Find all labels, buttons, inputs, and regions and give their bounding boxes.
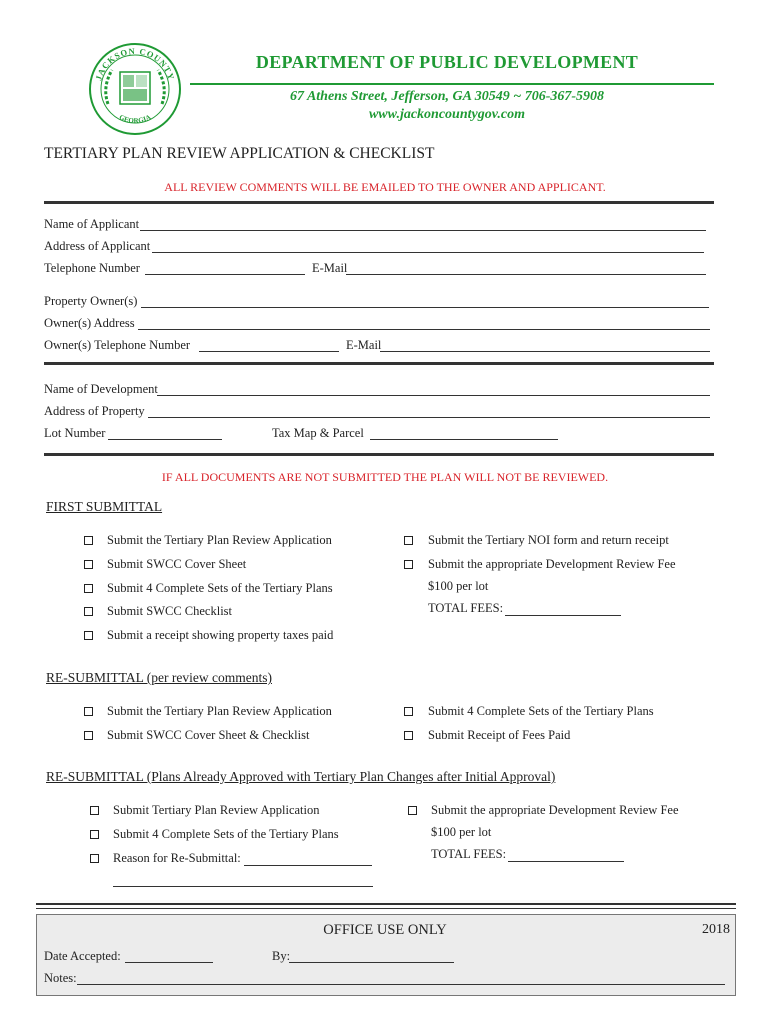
office-divider xyxy=(36,903,736,905)
office-divider xyxy=(36,908,736,909)
checkbox[interactable] xyxy=(404,707,413,716)
checkbox[interactable] xyxy=(404,560,413,569)
fee-rate: $100 per lot xyxy=(428,579,489,593)
owner-phone-field[interactable] xyxy=(199,338,339,352)
checklist-item: Submit Tertiary Plan Review Application xyxy=(113,803,320,817)
svg-text:GEORGIA: GEORGIA xyxy=(117,113,153,125)
checklist-item: Submit SWCC Cover Sheet & Checklist xyxy=(107,728,310,742)
date-accepted-label: Date Accepted: xyxy=(44,949,121,963)
resubmittal-approved-heading: RE-SUBMITTAL (Plans Already Approved with Tertiary Plan Changes after Initial Approval) xyxy=(46,769,556,784)
checklist-item: Submit 4 Complete Sets of the Tertiary Plans xyxy=(107,581,333,595)
property-address-field[interactable] xyxy=(148,404,710,418)
lot-number-field[interactable] xyxy=(108,426,222,440)
checkbox[interactable] xyxy=(84,584,93,593)
applicant-address-field[interactable] xyxy=(152,239,704,253)
email-notice: ALL REVIEW COMMENTS WILL BE EMAILED TO THE OWNER AND APPLICANT. xyxy=(164,180,606,194)
date-accepted-field[interactable] xyxy=(125,949,213,963)
checkbox[interactable] xyxy=(84,707,93,716)
section-divider xyxy=(44,362,714,365)
resubmittal-heading: RE-SUBMITTAL (per review comments) xyxy=(46,670,272,685)
first-submittal-heading: FIRST SUBMITTAL xyxy=(46,499,163,514)
total-fees-label: TOTAL FEES: xyxy=(431,847,507,861)
development-name-label: Name of Development xyxy=(44,382,158,396)
form-year: 2018 xyxy=(702,922,730,937)
total-fees-field[interactable] xyxy=(508,848,624,862)
checkbox[interactable] xyxy=(90,854,99,863)
applicant-email-label: E-Mail xyxy=(312,261,348,275)
notes-label: Notes: xyxy=(44,971,77,985)
lot-number-label: Lot Number xyxy=(44,426,106,440)
accepted-by-field[interactable] xyxy=(289,949,454,963)
office-use-title: OFFICE USE ONLY xyxy=(323,922,447,938)
owner-name-field[interactable] xyxy=(141,294,709,308)
checkbox[interactable] xyxy=(84,607,93,616)
form-title: TERTIARY PLAN REVIEW APPLICATION & CHECKLIST xyxy=(44,145,435,162)
checklist-item: Submit the appropriate Development Review Fee xyxy=(428,557,676,571)
property-address-label: Address of Property xyxy=(44,404,145,418)
header-contact xyxy=(190,88,704,124)
reason-field[interactable] xyxy=(244,852,372,866)
checkbox[interactable] xyxy=(404,731,413,740)
owner-address-field[interactable] xyxy=(138,316,710,330)
fee-rate: $100 per lot xyxy=(431,825,492,839)
reason-field-continued[interactable] xyxy=(113,873,373,887)
checklist-item: Submit SWCC Checklist xyxy=(107,604,233,618)
header-divider xyxy=(190,83,714,85)
checklist-item: Submit the appropriate Development Review Fee xyxy=(431,803,679,817)
street-address: 67 Athens Street, Jefferson, GA 30549 ~ 706-367-5908 xyxy=(289,89,605,104)
checkbox[interactable] xyxy=(404,536,413,545)
owner-email-label: E-Mail xyxy=(346,338,382,352)
owner-address-label: Owner(s) Address xyxy=(44,316,135,330)
applicant-phone-field[interactable] xyxy=(145,261,305,275)
checkbox[interactable] xyxy=(84,560,93,569)
checklist-item: Submit the Tertiary Plan Review Application xyxy=(107,704,332,718)
total-fees-label: TOTAL FEES: xyxy=(428,601,504,615)
checklist-item: Submit SWCC Cover Sheet xyxy=(107,557,247,571)
checkbox[interactable] xyxy=(84,731,93,740)
reason-label: Reason for Re-Submittal: xyxy=(113,851,241,865)
section-divider xyxy=(44,201,714,204)
tax-map-field[interactable] xyxy=(370,426,558,440)
applicant-name-label: Name of Applicant xyxy=(44,217,140,231)
owner-email-field[interactable] xyxy=(380,338,710,352)
checklist-item: Submit 4 Complete Sets of the Tertiary Plans xyxy=(113,827,339,841)
checkbox[interactable] xyxy=(408,806,417,815)
svg-text:JACKSON COUNTY: JACKSON COUNTY xyxy=(93,45,177,82)
checkbox[interactable] xyxy=(84,631,93,640)
notes-field[interactable] xyxy=(77,971,725,985)
owner-name-label: Property Owner(s) xyxy=(44,294,138,308)
applicant-phone-label: Telephone Number xyxy=(44,261,140,275)
applicant-name-field[interactable] xyxy=(140,217,706,231)
checkbox[interactable] xyxy=(90,830,99,839)
accepted-by-label: By: xyxy=(272,949,291,963)
checklist-item: Submit 4 Complete Sets of the Tertiary Plans xyxy=(428,704,654,718)
department-title: DEPARTMENT OF PUBLIC DEVELOPMENT xyxy=(255,52,639,72)
checklist-item: Submit Receipt of Fees Paid xyxy=(428,728,571,742)
website-link[interactable]: www.jackoncountygov.com xyxy=(368,107,526,122)
checklist-item: Submit the Tertiary NOI form and return receipt xyxy=(428,533,669,547)
checklist-item: Submit a receipt showing property taxes paid xyxy=(107,628,334,642)
owner-phone-label: Owner(s) Telephone Number xyxy=(44,338,191,352)
checkbox[interactable] xyxy=(90,806,99,815)
tax-map-label: Tax Map & Parcel xyxy=(272,426,364,440)
total-fees-field[interactable] xyxy=(505,602,621,616)
section-divider xyxy=(44,453,714,456)
documents-notice: IF ALL DOCUMENTS ARE NOT SUBMITTED THE PLAN WILL NOT BE REVIEWED. xyxy=(161,470,609,484)
checkbox[interactable] xyxy=(84,536,93,545)
applicant-email-field[interactable] xyxy=(346,261,706,275)
checklist-item: Submit the Tertiary Plan Review Application xyxy=(107,533,332,547)
development-name-field[interactable] xyxy=(157,382,710,396)
county-seal-logo xyxy=(88,42,182,136)
applicant-address-label: Address of Applicant xyxy=(44,239,151,253)
